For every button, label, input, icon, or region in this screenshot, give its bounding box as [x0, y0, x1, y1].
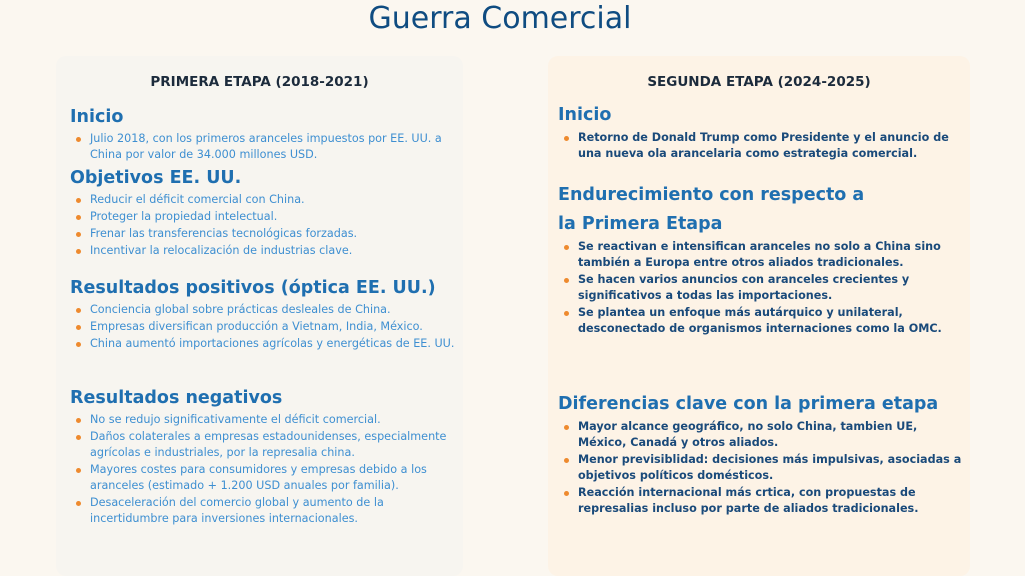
segunda-endurecimiento-section	[558, 181, 963, 338]
section-title: Endurecimiento con respecto a la Primera Etapa	[558, 185, 865, 234]
section-title: Inicio	[70, 107, 124, 127]
bullet-icon	[564, 245, 569, 250]
primera-resultados-negativos-section	[70, 385, 455, 528]
list-item: Se hacen varios anuncios con aranceles crecientes y significativos a todas las importaciones.	[558, 272, 963, 304]
bullet-icon	[76, 325, 81, 330]
list-item: Mayor alcance geográfico, no solo China, tambien UE, México, Canadá y otros aliados.	[558, 419, 963, 451]
segunda-inicio-section	[558, 101, 963, 163]
bullet-icon	[76, 501, 81, 506]
list-item: China aumentó importaciones agrícolas y energéticas de EE. UU.	[70, 336, 455, 352]
section-title: Resultados negativos	[70, 388, 283, 408]
segunda-etapa-panel	[548, 56, 970, 576]
list-item: Proteger la propiedad intelectual.	[70, 209, 455, 225]
primera-objetivos-section	[70, 165, 455, 260]
bullet-icon	[76, 198, 81, 203]
bullet-icon	[76, 342, 81, 347]
list-item: Frenar las transferencias tecnológicas forzadas.	[70, 226, 455, 242]
section-title: Diferencias clave con la primera etapa	[558, 394, 939, 414]
bullet-icon	[564, 458, 569, 463]
list-item: Incentivar la relocalización de industrias clave.	[70, 243, 455, 259]
bullet-icon	[564, 311, 569, 316]
bullet-icon	[76, 232, 81, 237]
section-title: Objetivos EE. UU.	[70, 168, 242, 188]
list-item: Julio 2018, con los primeros aranceles impuestos por EE. UU. a China por valor de 34.000 millones USD.	[70, 131, 455, 163]
list-item: Desaceleración del comercio global y aumento de la incertidumbre para inversiones internacionales.	[70, 495, 455, 527]
list-item: Conciencia global sobre prácticas desleales de China.	[70, 302, 455, 318]
page-title: Guerra Comercial	[368, 1, 632, 36]
list-item: Reducir el déficit comercial con China.	[70, 192, 455, 208]
list-item: Reacción internacional más crtica, con propuestas de represalias incluso por parte de aliados tradicionales.	[558, 485, 963, 517]
list-item: Empresas diversifican producción a Vietnam, India, México.	[70, 319, 455, 335]
bullet-icon	[76, 137, 81, 142]
list-item: Menor previsiblidad: decisiones más impulsivas, asociadas a objetivos políticos domésticos.	[558, 452, 963, 484]
segunda-etapa-heading: SEGUNDA ETAPA (2024-2025)	[647, 74, 871, 90]
section-title: Inicio	[558, 105, 612, 125]
bullet-icon	[564, 278, 569, 283]
bullet-icon	[76, 468, 81, 473]
primera-resultados-positivos-section	[70, 275, 455, 353]
bullet-icon	[564, 491, 569, 496]
list-item: Daños colaterales a empresas estadounidenses, especialmente agrícolas e industriales, por la represalia china.	[70, 429, 455, 461]
list-item: Retorno de Donald Trump como Presidente y el anuncio de una nueva ola arancelaria como estrategia comercial.	[558, 130, 963, 162]
segunda-diferencias-section	[558, 390, 963, 518]
bullet-icon	[76, 308, 81, 313]
bullet-icon	[76, 249, 81, 254]
bullet-icon	[564, 136, 569, 141]
list-item: Mayores costes para consumidores y empresas debido a los aranceles (estimado + 1.200 USD anuales por familia).	[70, 462, 455, 494]
list-item: Se reactivan e intensifican aranceles no solo a China sino también a Europa entre otros aliados tradicionales.	[558, 239, 963, 271]
bullet-icon	[76, 215, 81, 220]
bullet-icon	[76, 435, 81, 440]
bullet-icon	[564, 425, 569, 430]
list-item: No se redujo significativamente el déficit comercial.	[70, 412, 455, 428]
bullet-icon	[76, 418, 81, 423]
primera-etapa-panel	[56, 56, 463, 576]
primera-etapa-heading: PRIMERA ETAPA (2018-2021)	[150, 74, 369, 90]
list-item: Se plantea un enfoque más autárquico y unilateral, desconectado de organismos internaciones como la OMC.	[558, 305, 963, 337]
primera-inicio-section	[70, 104, 455, 164]
section-title: Resultados positivos (óptica EE. UU.)	[70, 278, 436, 298]
